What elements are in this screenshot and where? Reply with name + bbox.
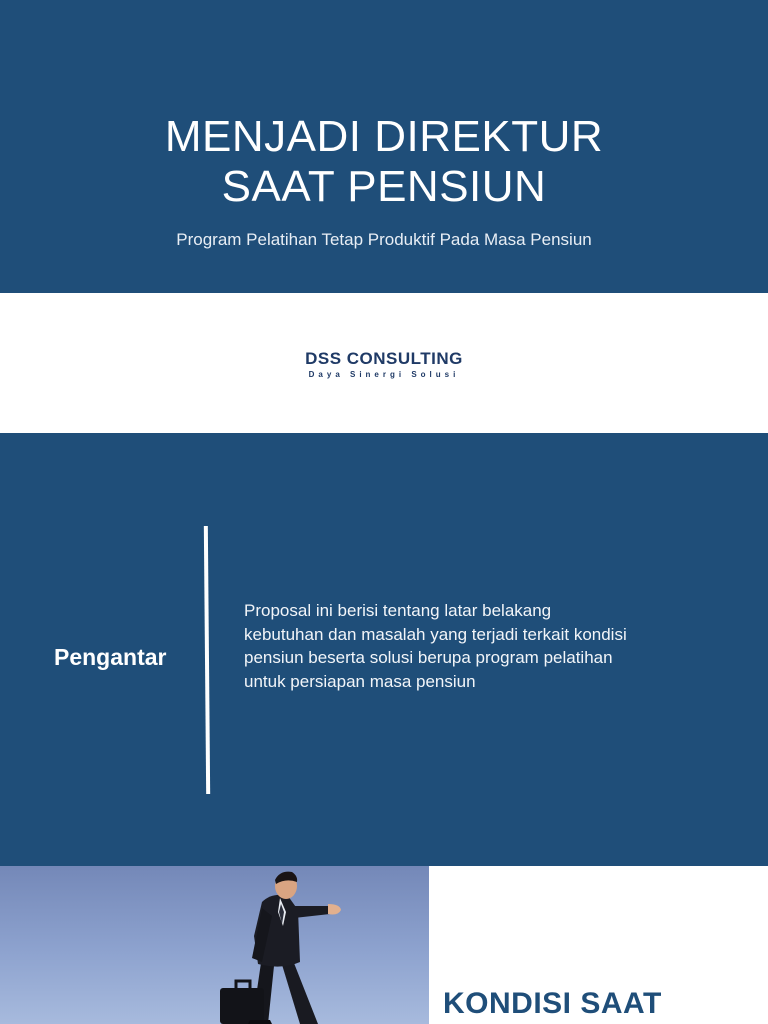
cover-section: [0, 0, 768, 293]
intro-paragraph: Proposal ini berisi tentang latar belakang kebutuhan dan masalah yang terjadi terkait kondisi pensiun beserta solusi berupa program pelatihan untuk persiapan masa pensiun: [244, 601, 627, 691]
cover-title: [0, 112, 768, 212]
businessman-illustration: [0, 866, 429, 1024]
cover-title-line1: MENJADI DIREKTUR: [164, 112, 604, 161]
vertical-divider: [204, 526, 210, 794]
cover-title-line2: SAAT PENSIUN: [221, 162, 547, 211]
next-section-preview: [0, 866, 768, 1024]
brand-logo-tagline: Daya Sinergi Solusi: [308, 370, 460, 379]
next-section-heading: KONDISI SAAT: [443, 987, 662, 1020]
intro-heading: Pengantar: [54, 644, 167, 670]
cover-subtitle: Program Pelatihan Tetap Produktif Pada Masa Pensiun: [176, 230, 592, 249]
intro-section: [0, 433, 768, 866]
brand-logo-name: DSS CONSULTING: [305, 349, 463, 368]
businessman-photo: [0, 866, 429, 1024]
